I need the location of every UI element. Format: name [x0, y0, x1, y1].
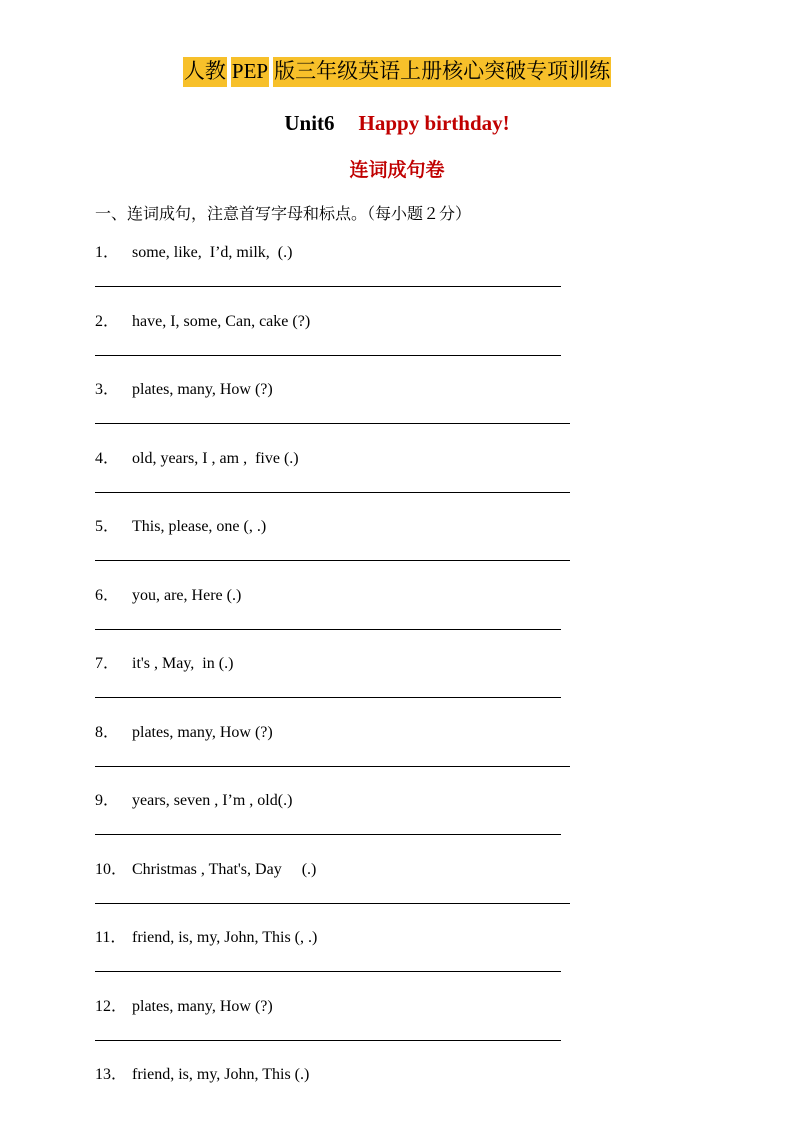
question-text	[95, 1064, 309, 1086]
question-item	[95, 653, 695, 713]
question-words: years, seven , I’m , old(.)	[132, 792, 293, 809]
question-words: friend, is, my, John, This (, .)	[132, 929, 318, 946]
answer-line[interactable]	[95, 697, 561, 698]
question-item	[95, 790, 695, 850]
question-number: 1．	[95, 244, 120, 261]
question-words: Christmas , That's, Day (.)	[132, 861, 317, 878]
answer-line[interactable]	[95, 560, 570, 561]
question-words: friend, is, my, John, This (.)	[132, 1066, 310, 1083]
answer-line[interactable]	[95, 903, 570, 904]
question-number: 6．	[95, 587, 120, 604]
question-item	[95, 242, 695, 302]
question-words: plates, many, How (?)	[132, 724, 273, 741]
question-number: 2．	[95, 313, 120, 330]
banner-segment-publisher: 人教	[183, 57, 227, 87]
question-text	[95, 311, 310, 333]
unit-label: Unit6	[284, 111, 335, 135]
answer-line[interactable]	[95, 629, 561, 630]
answer-line[interactable]	[95, 971, 561, 972]
answer-line[interactable]	[95, 423, 570, 424]
question-text	[95, 996, 273, 1018]
question-number: 3．	[95, 381, 120, 398]
question-text	[95, 516, 266, 538]
banner-segment-course-title: 版三年级英语上册核心突破专项训练	[273, 57, 611, 87]
question-item	[95, 585, 695, 645]
question-words: old, years, I , am , five (.)	[132, 450, 299, 467]
question-item	[95, 996, 695, 1056]
question-words: some, like, I’d, milk, (.)	[132, 244, 293, 261]
unit-subtitle: Happy birthday!	[358, 111, 510, 135]
question-text	[95, 448, 299, 470]
question-number: 8．	[95, 724, 120, 741]
question-number: 5．	[95, 518, 120, 535]
question-text	[95, 653, 233, 675]
question-text	[95, 242, 292, 264]
question-number: 12．	[95, 998, 128, 1015]
question-words: have, I, some, Can, cake (?)	[132, 313, 311, 330]
question-text	[95, 790, 292, 812]
question-text	[95, 585, 241, 607]
question-words: This, please, one (, .)	[132, 518, 267, 535]
question-item	[95, 448, 695, 508]
question-words: it's , May, in (.)	[132, 655, 234, 672]
unit-heading	[0, 108, 794, 138]
question-number: 4．	[95, 450, 120, 467]
question-item	[95, 722, 695, 782]
question-item	[95, 379, 695, 439]
question-number: 13．	[95, 1066, 128, 1083]
question-number: 9．	[95, 792, 120, 809]
document-banner	[0, 54, 794, 88]
question-text	[95, 722, 273, 744]
question-item	[95, 927, 695, 987]
question-words: you, are, Here (.)	[132, 587, 242, 604]
paper-title: 连词成句卷	[349, 159, 445, 181]
answer-line[interactable]	[95, 286, 561, 287]
question-item	[95, 516, 695, 576]
section-heading: 一、连词成句，注意首写字母和标点。（每小题２分）	[95, 206, 472, 223]
question-item	[95, 311, 695, 371]
question-number: 7．	[95, 655, 120, 672]
banner-segment-edition: PEP	[231, 57, 269, 87]
question-words: plates, many, How (?)	[132, 998, 273, 1015]
answer-line[interactable]	[95, 355, 561, 356]
question-number: 11．	[95, 929, 127, 946]
answer-line[interactable]	[95, 834, 561, 835]
question-item	[95, 859, 695, 919]
question-words: plates, many, How (?)	[132, 381, 273, 398]
question-text	[95, 379, 273, 401]
answer-line[interactable]	[95, 766, 570, 767]
question-number: 10．	[95, 861, 128, 878]
answer-line[interactable]	[95, 492, 570, 493]
question-item	[95, 1064, 695, 1094]
question-text	[95, 927, 317, 949]
answer-line[interactable]	[95, 1040, 561, 1041]
question-text	[95, 859, 316, 881]
